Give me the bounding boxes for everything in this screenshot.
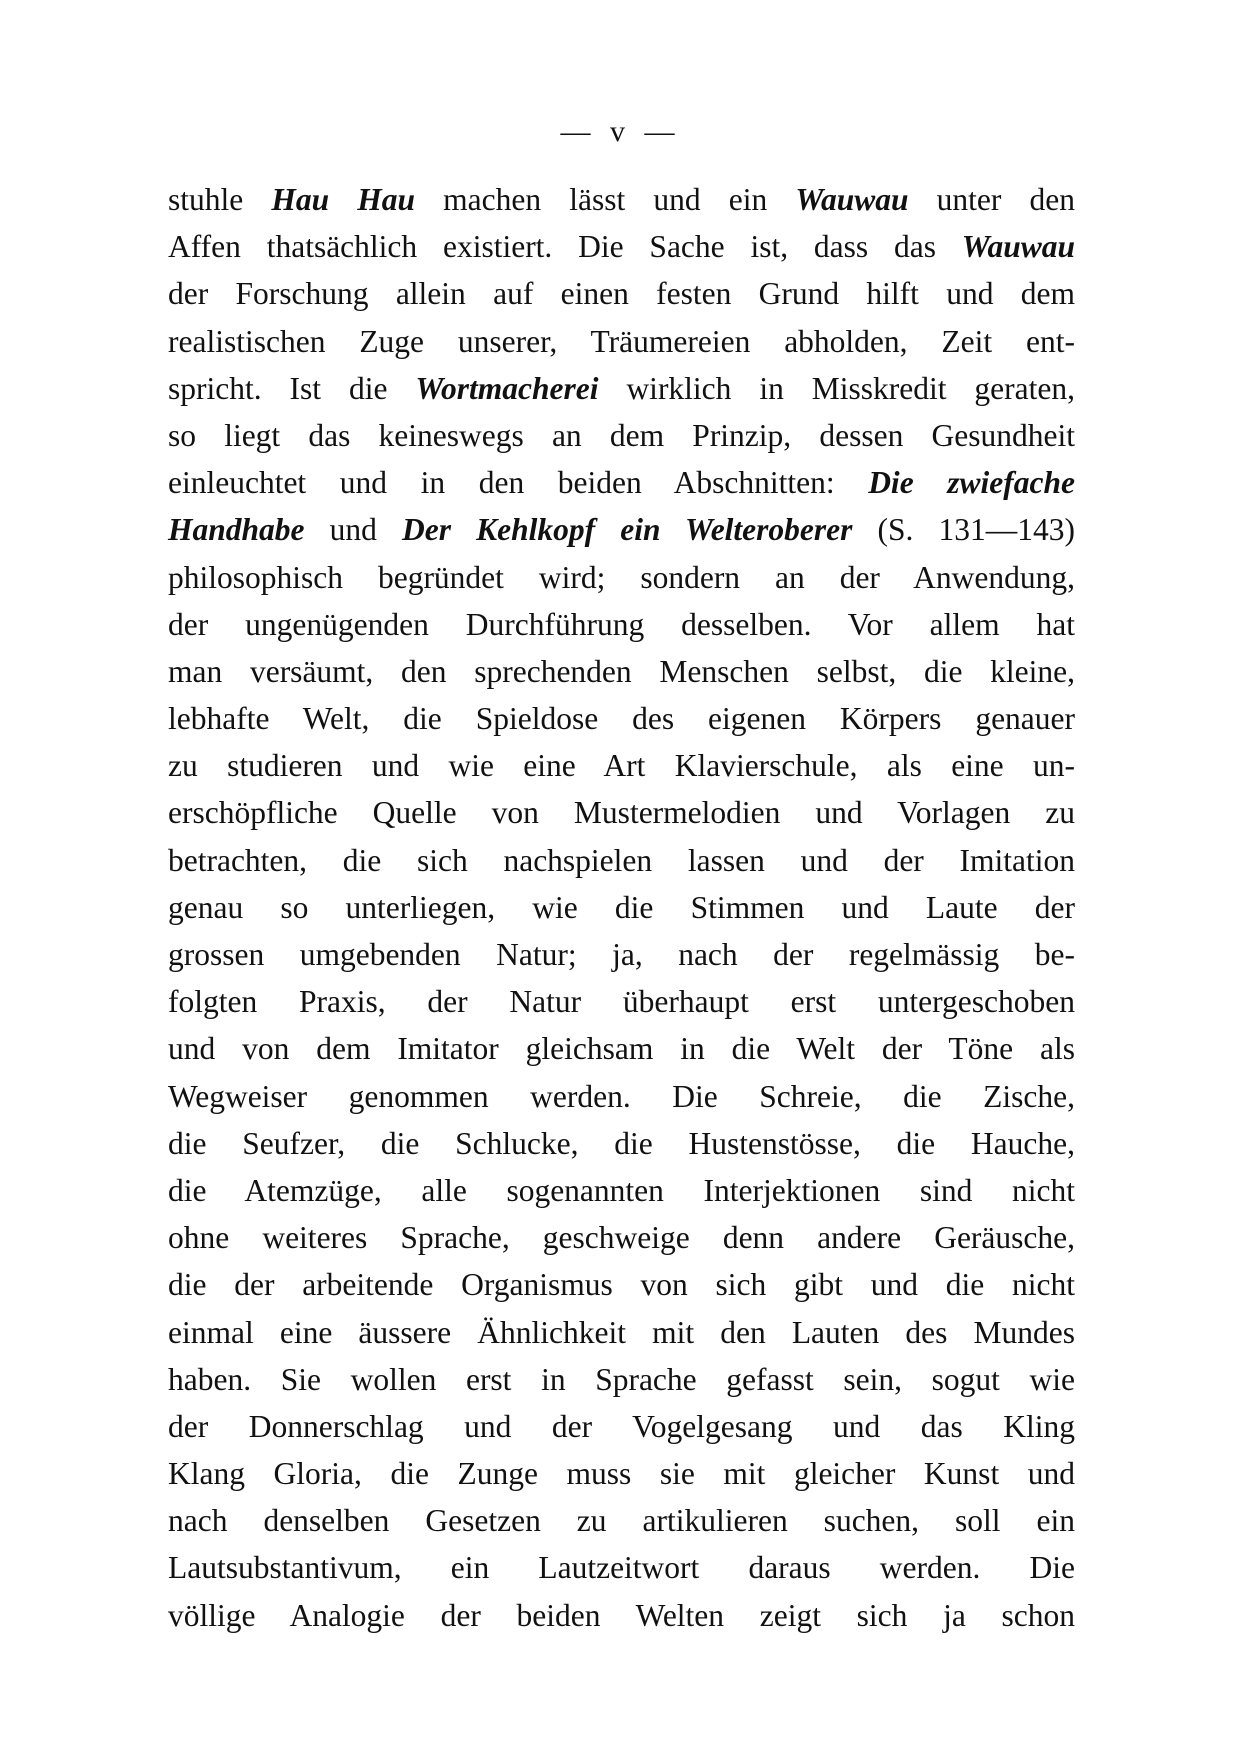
text-line (168, 1309, 1075, 1356)
text-line (168, 1450, 1075, 1497)
text-line (168, 978, 1075, 1025)
text-line (168, 1073, 1075, 1120)
text-run: die Seufzer, die Schlucke, die Hustenstösse, die Hauche, (168, 1125, 1075, 1161)
text-run: realistischen Zuge unserer, Träumereien abholden, Zeit ent- (168, 323, 1075, 359)
text-run: lebhafte Welt, die Spieldose des eigenen Körpers genauer (168, 701, 1075, 737)
text-run: Lautsubstantivum, ein Lautzeitwort daraus werden. Die (168, 1550, 1075, 1586)
text-run: philosophisch begründet wird; sondern an der Anwendung, (168, 559, 1075, 595)
text-line (168, 1214, 1075, 1261)
text-run: ohne weiteres Sprache, geschweige denn andere Geräusche, (168, 1220, 1075, 1256)
text-run: die Atemzüge, alle sogenannten Interjektionen sind nicht (168, 1172, 1075, 1208)
text-run: der Forschung allein auf einen festen Grund hilft und dem (168, 276, 1075, 312)
text-run: zu studieren und wie eine Art Klavierschule, als eine un- (168, 748, 1075, 784)
text-line (168, 223, 1075, 270)
text-run: und (304, 512, 403, 548)
text-run: betrachten, die sich nachspielen lassen und der Imitation (168, 842, 1075, 878)
page-number: — v — (560, 115, 681, 148)
body-text (168, 176, 1075, 1639)
text-run: unter den (908, 182, 1075, 217)
text-run: erschöpfliche Quelle von Mustermelodien und Vorlagen zu (168, 795, 1075, 831)
text-line (168, 648, 1075, 695)
text-run: nach denselben Gesetzen zu artikulieren suchen, soll ein (168, 1503, 1075, 1539)
text-run: die der arbeitende Organismus von sich gibt und die nicht (168, 1267, 1075, 1303)
text-line (168, 412, 1075, 459)
emphasized-text: Wortmacherei (415, 370, 599, 406)
text-run: Affen thatsächlich existiert. Die Sache ist, dass das (168, 229, 962, 265)
text-line (168, 1544, 1075, 1591)
text-line (168, 931, 1075, 978)
text-line (168, 459, 1075, 506)
text-run: völlige Analogie der beiden Welten zeigt sich ja schon (168, 1597, 1075, 1633)
text-line (168, 601, 1075, 648)
text-run: einmal eine äussere Ähnlichkeit mit den Lauten des Mundes (168, 1314, 1075, 1350)
emphasized-text: Wauwau (795, 182, 909, 217)
text-line (168, 1261, 1075, 1308)
text-run: so liegt das keineswegs an dem Prinzip, dessen Gesundheit (168, 417, 1075, 453)
text-run: wirklich in Misskredit geraten, (598, 370, 1075, 406)
text-run: (S. 131—143) (852, 512, 1076, 548)
text-line (168, 1025, 1075, 1072)
text-line (168, 1497, 1075, 1544)
text-run: grossen umgebenden Natur; ja, nach der regelmässig be- (168, 937, 1075, 972)
text-line (168, 554, 1075, 601)
text-line (168, 1167, 1075, 1214)
text-run: spricht. Ist die (168, 370, 416, 406)
text-run: der Donnerschlag und der Vogelgesang und das Kling (168, 1408, 1075, 1444)
emphasized-text: Die zwiefache (868, 465, 1075, 501)
text-run: Klang Gloria, die Zunge muss sie mit gleicher Kunst und (168, 1456, 1075, 1492)
text-line (168, 1356, 1075, 1403)
emphasized-text: Hau Hau (271, 182, 416, 217)
text-run: der ungenügenden Durchführung desselben. Vor allem hat (168, 606, 1075, 642)
text-line (168, 176, 1075, 223)
text-line (168, 365, 1075, 412)
text-run: Wegweiser genommen werden. Die Schreie, die Zische, (168, 1078, 1075, 1114)
text-run: machen lässt und ein (415, 182, 796, 217)
emphasized-text: Der Kehlkopf ein Welteroberer (402, 512, 853, 548)
text-run: einleuchtet und in den beiden Abschnitten: (168, 465, 869, 501)
text-line (168, 1403, 1075, 1450)
text-line (168, 270, 1075, 317)
text-line (168, 318, 1075, 365)
text-run: haben. Sie wollen erst in Sprache gefasst sein, sogut wie (168, 1361, 1075, 1397)
text-run: genau so unterliegen, wie die Stimmen und Laute der (168, 889, 1075, 925)
text-line (168, 1592, 1075, 1639)
text-run: man versäumt, den sprechenden Menschen selbst, die kleine, (168, 653, 1075, 689)
text-line (168, 884, 1075, 931)
text-line (168, 837, 1075, 884)
text-line (168, 789, 1075, 836)
text-line (168, 742, 1075, 789)
text-run: und von dem Imitator gleichsam in die Welt der Töne als (168, 1031, 1075, 1067)
text-run: stuhle (168, 182, 272, 217)
text-line (168, 695, 1075, 742)
text-line (168, 1120, 1075, 1167)
text-run: folgten Praxis, der Natur überhaupt erst untergeschoben (168, 984, 1075, 1020)
emphasized-text: Handhabe (168, 512, 305, 548)
emphasized-text: Wauwau (961, 229, 1075, 265)
text-line (168, 506, 1075, 553)
